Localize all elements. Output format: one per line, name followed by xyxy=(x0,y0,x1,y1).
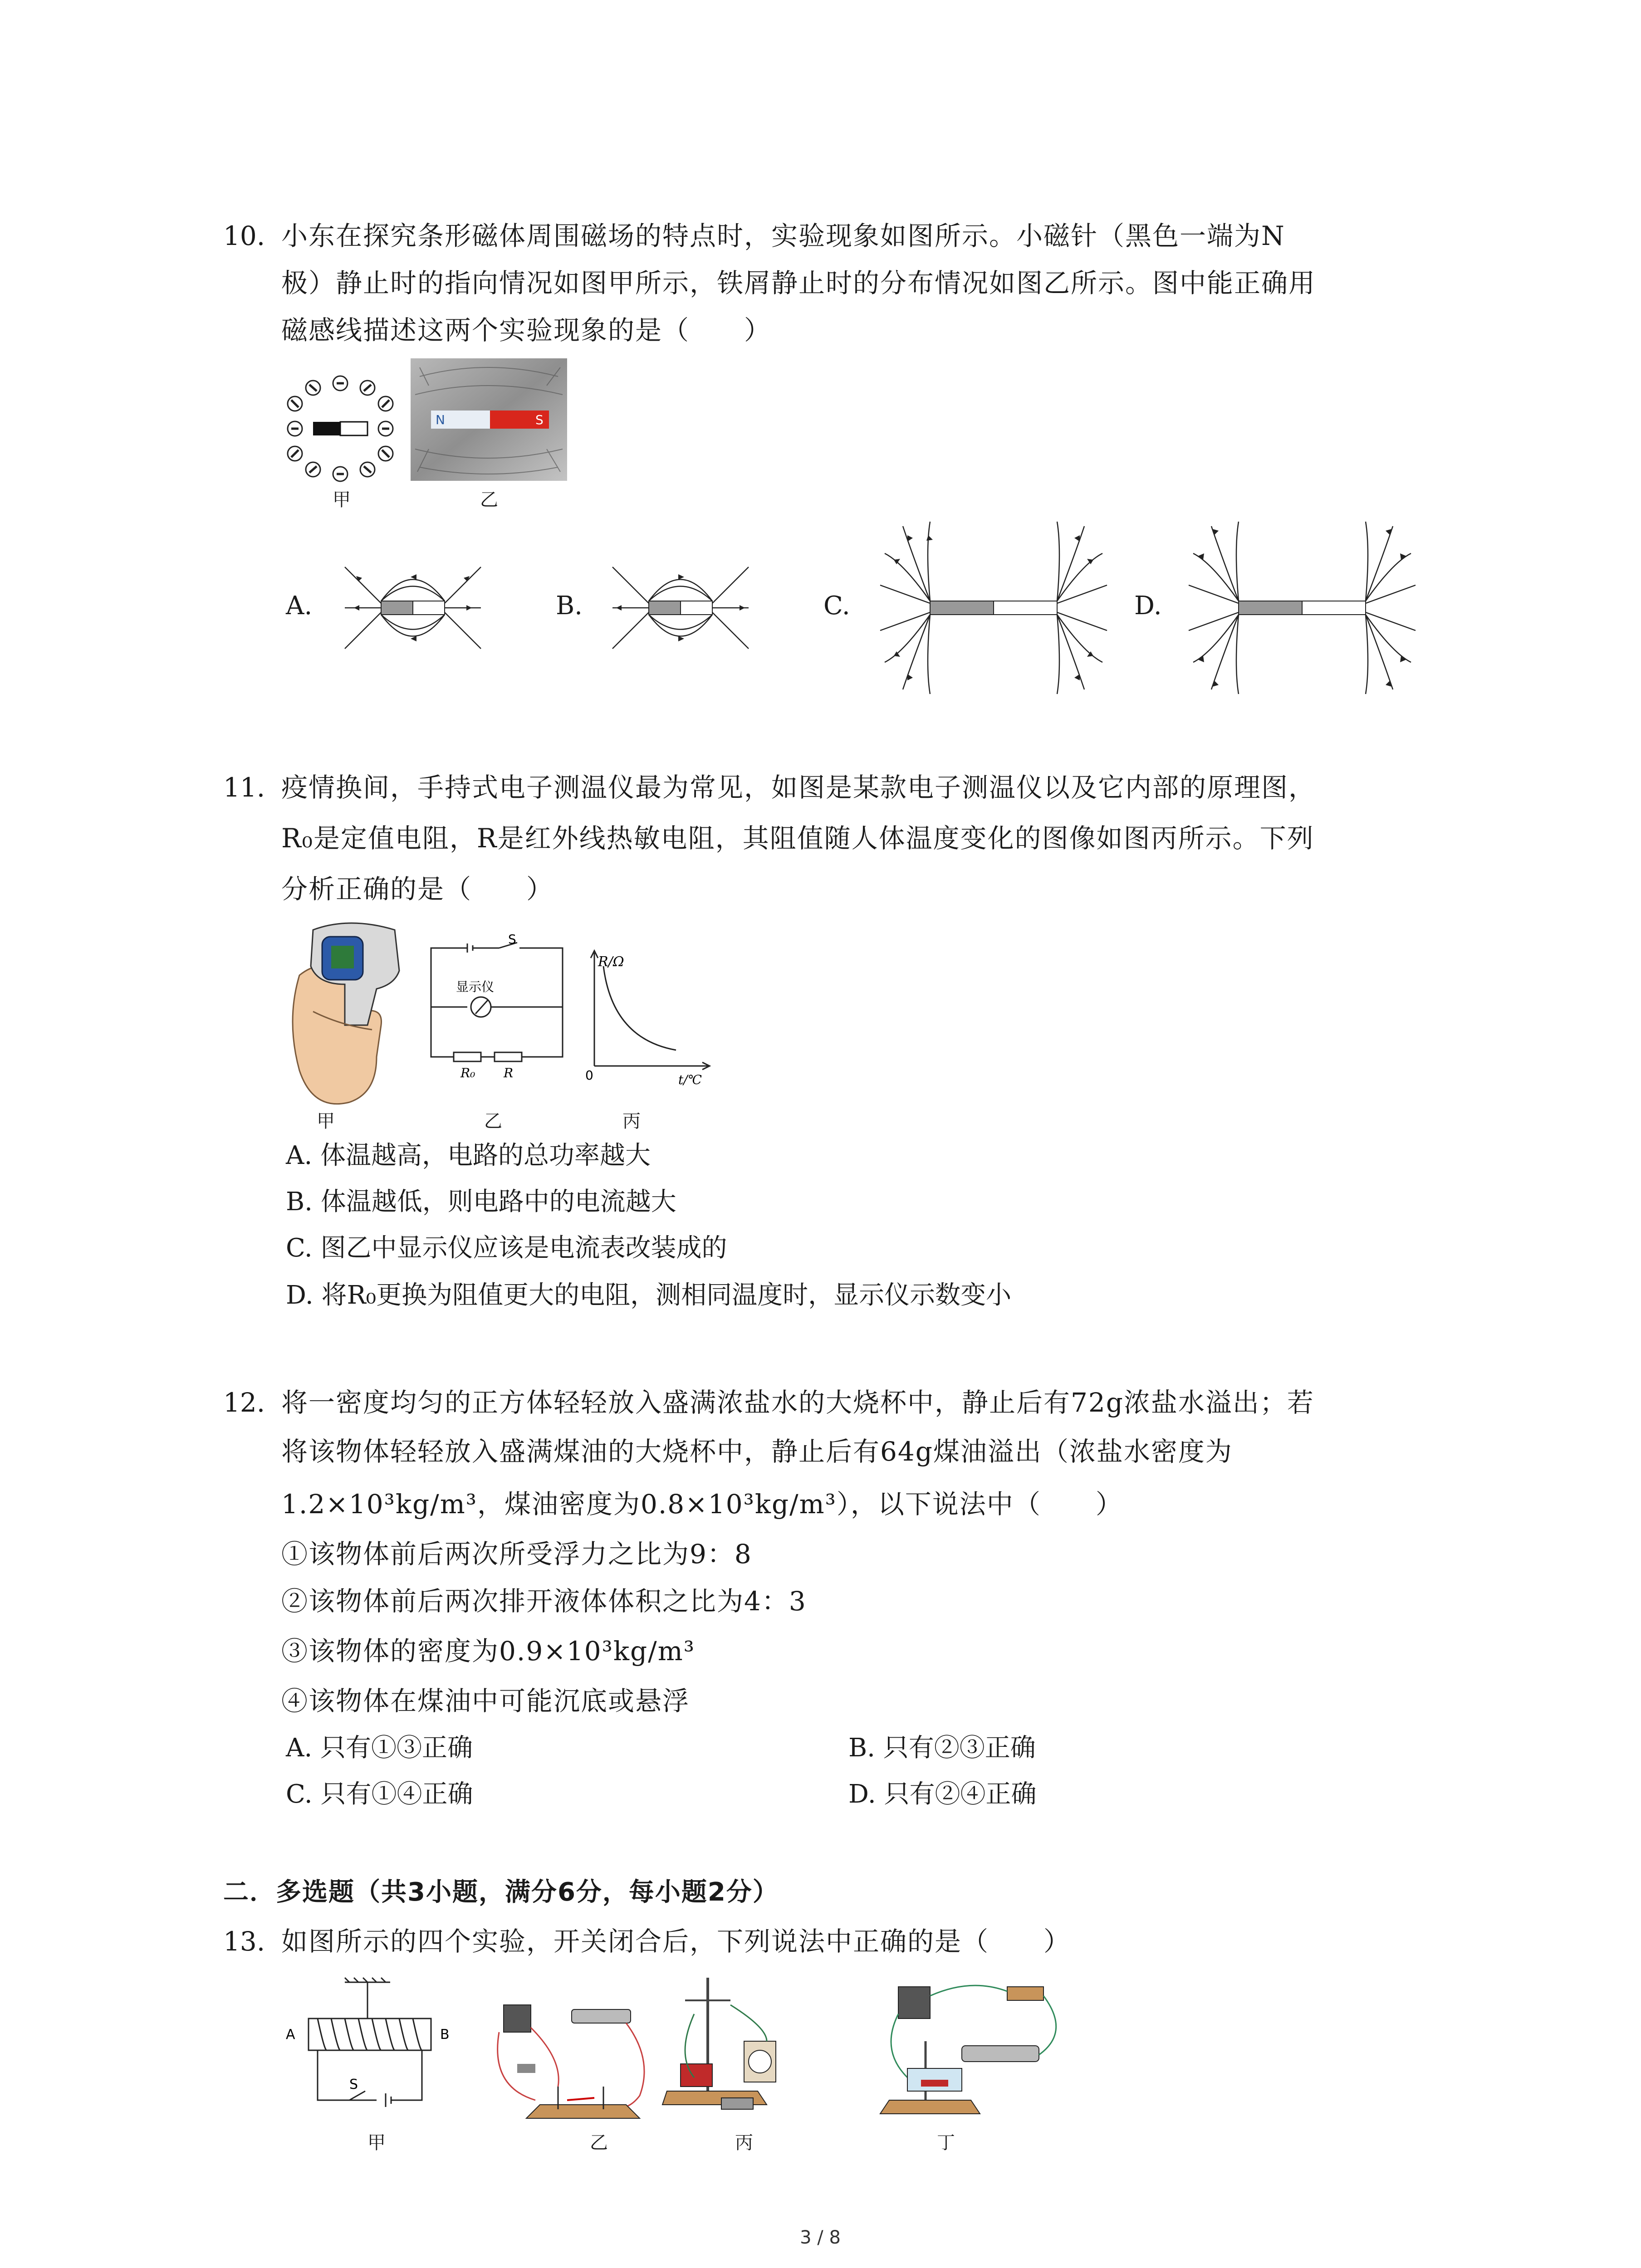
q10-number: 10. xyxy=(223,220,265,251)
resistance-temperature-graph xyxy=(585,948,717,1087)
q12-choice-d[interactable]: D. 只有②④正确 xyxy=(848,1779,1037,1809)
q13-caption-yi: 乙 xyxy=(590,2132,608,2153)
compass-ring-figure xyxy=(281,372,399,485)
q11-choice-d[interactable]: D. 将R₀更换为阻值更大的电阻，测相同温度时，显示仪示数变小 xyxy=(286,1281,1012,1310)
q13-label-s: S xyxy=(349,2077,358,2092)
graph-x-label: t/℃ xyxy=(678,1072,702,1087)
q13-caption-ding: 丁 xyxy=(937,2132,955,2153)
q10-option-d-figure xyxy=(1184,517,1420,699)
q11-caption-bing: 丙 xyxy=(622,1111,641,1132)
q13-caption-bing: 丙 xyxy=(735,2132,753,2153)
iron-filings-photo xyxy=(411,358,567,481)
q13-apparatus-ding-figure xyxy=(880,1978,1071,2127)
q11-choice-b[interactable]: B. 体温越低，则电路中的电流越大 xyxy=(286,1187,676,1217)
q10-line-2: 极）静止时的指向情况如图甲所示，铁屑静止时的分布情况如图乙所示。图中能正确用 xyxy=(281,268,1316,298)
q13-apparatus-bing-figure xyxy=(667,1973,785,2127)
q12-line-2: 将该物体轻轻放入盛满煤油的大烧杯中，静止后有64g煤油溢出（浓盐水密度为 xyxy=(281,1436,1233,1467)
q11-choice-c[interactable]: C. 图乙中显示仪应该是电流表改装成的 xyxy=(286,1233,727,1263)
q11-choice-a[interactable]: A. 体温越高，电路的总功率越大 xyxy=(286,1141,651,1170)
q13-electromagnet-figure xyxy=(281,1978,485,2127)
circuit-r0-label: R₀ xyxy=(460,1066,475,1080)
q12-statement-2: ②该物体前后两次排开液体体积之比为4：3 xyxy=(281,1586,807,1617)
q11-caption-yi: 乙 xyxy=(484,1111,502,1132)
circuit-switch-label: S xyxy=(508,932,516,947)
q13-label-b: B xyxy=(440,2027,450,2043)
q10-caption-jia: 甲 xyxy=(333,489,351,510)
q10-option-b-figure xyxy=(603,549,758,667)
section-2-heading: 二．多选题（共3小题，满分6分，每小题2分） xyxy=(223,1877,779,1907)
circuit-meter-label: 显示仪 xyxy=(456,979,495,994)
q10-option-b-label[interactable]: B. xyxy=(556,591,583,621)
q12-number: 12. xyxy=(223,1387,265,1418)
svg-text:N: N xyxy=(436,412,445,427)
q12-statement-3: ③该物体的密度为0.9×10³kg/m³ xyxy=(281,1636,695,1667)
page-number: 3 / 8 xyxy=(800,2227,841,2248)
q11-line-1: 疫情换间，手持式电子测温仪最为常见，如图是某款电子测温仪以及它内部的原理图， xyxy=(281,772,1316,803)
q10-caption-yi: 乙 xyxy=(480,489,498,510)
q10-option-a-label[interactable]: A. xyxy=(286,591,313,621)
q11-line-3: 分析正确的是（ ） xyxy=(281,874,554,904)
q12-choice-a[interactable]: A. 只有①③正确 xyxy=(286,1733,473,1763)
graph-origin-label: 0 xyxy=(585,1068,593,1083)
q12-statement-4: ④该物体在煤油中可能沉底或悬浮 xyxy=(281,1686,690,1716)
q13-number: 13. xyxy=(223,1926,265,1957)
graph-y-label: R/Ω xyxy=(598,954,624,970)
q13-line-1: 如图所示的四个实验，开关闭合后，下列说法中正确的是（ ） xyxy=(281,1926,1071,1957)
q12-choice-b[interactable]: B. 只有②③正确 xyxy=(848,1733,1036,1763)
q11-caption-jia: 甲 xyxy=(317,1111,335,1132)
q10-option-c-label[interactable]: C. xyxy=(823,591,850,621)
q11-line-2: R₀是定值电阻，R是红外线热敏电阻，其阻值随人体温度变化的图像如图丙所示。下列 xyxy=(281,823,1314,854)
svg-text:S: S xyxy=(535,412,544,427)
q12-line-3: 1.2×10³kg/m³，煤油密度为0.8×10³kg/m³），以下说法中（ ） xyxy=(281,1489,1123,1520)
q12-statement-1: ①该物体前后两次所受浮力之比为9：8 xyxy=(281,1539,752,1569)
circuit-diagram xyxy=(426,932,576,1080)
q13-apparatus-yi-figure xyxy=(490,1996,653,2127)
q12-choice-c[interactable]: C. 只有①④正确 xyxy=(286,1779,473,1809)
thermometer-gun-figure xyxy=(286,921,404,1111)
q10-option-d-label[interactable]: D. xyxy=(1134,591,1162,621)
q10-line-3: 磁感线描述这两个实验现象的是（ ） xyxy=(281,315,772,346)
q13-caption-jia: 甲 xyxy=(367,2132,386,2153)
q10-line-1: 小东在探究条形磁体周围磁场的特点时，实验现象如图所示。小磁针（黑色一端为N xyxy=(281,220,1285,251)
q13-label-a: A xyxy=(286,2027,295,2043)
circuit-r-label: R xyxy=(504,1066,514,1080)
q10-option-c-figure xyxy=(876,517,1112,699)
q12-line-1: 将一密度均匀的正方体轻轻放入盛满浓盐水的大烧杯中，静止后有72g浓盐水溢出；若 xyxy=(281,1387,1314,1418)
q11-number: 11. xyxy=(223,772,265,803)
q10-option-a-figure xyxy=(336,549,490,667)
